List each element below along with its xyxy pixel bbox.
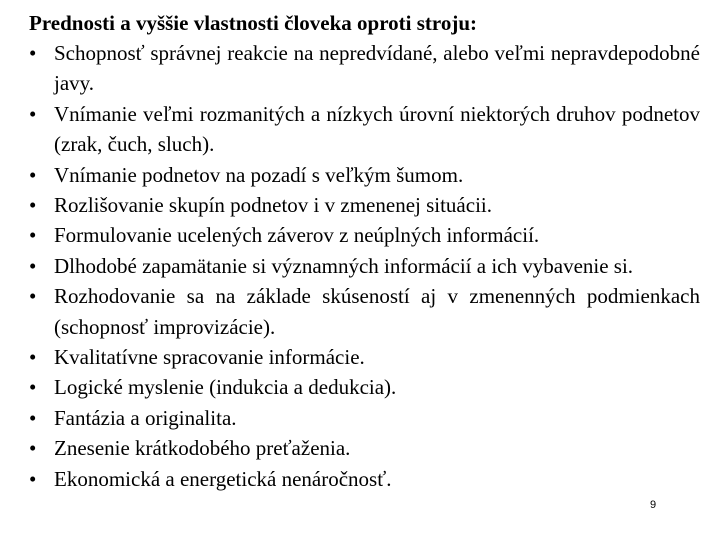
list-item <box>29 433 700 463</box>
list-item-text: Kvalitatívne spracovanie informácie. <box>54 345 365 370</box>
bullet-list <box>29 38 700 494</box>
bullet-icon: • <box>29 253 37 278</box>
list-item-text: Rozhodovanie sa na základe skúseností aj v zmenenných podmienkach (schopnosť improvizácie). <box>54 284 700 339</box>
list-item <box>29 251 700 281</box>
list-item-text: Znesenie krátkodobého preťaženia. <box>54 436 351 461</box>
page-number: 9 <box>650 499 657 511</box>
list-item <box>29 220 700 250</box>
bullet-icon: • <box>29 284 37 309</box>
slide-title: Prednosti a vyššie vlastnosti človeka oproti stroju: <box>29 11 478 35</box>
bullet-icon: • <box>29 41 37 65</box>
list-item <box>29 99 700 160</box>
bullet-icon: • <box>29 466 37 491</box>
list-item-text: Formulovanie ucelených záverov z neúplných informácií. <box>54 223 540 248</box>
list-item-text: Rozlišovanie skupín podnetov i v zmenenej situácii. <box>54 193 492 218</box>
list-item-text: Logické myslenie (indukcia a dedukcia). <box>54 375 397 400</box>
list-item <box>29 403 700 433</box>
bullet-icon: • <box>29 101 37 126</box>
list-item-text: Ekonomická a energetická nenáročnosť. <box>54 466 392 491</box>
list-item <box>29 38 700 99</box>
list-item <box>29 342 700 372</box>
list-item <box>29 372 700 402</box>
list-item <box>29 190 700 220</box>
bullet-icon: • <box>29 223 37 248</box>
list-item <box>29 160 700 190</box>
bullet-icon: • <box>29 436 37 461</box>
bullet-icon: • <box>29 345 37 370</box>
list-item <box>29 281 700 342</box>
list-item-text: Schopnosť správnej reakcie na nepredvídané, alebo veľmi nepravdepodobné javy. <box>54 41 700 96</box>
list-item-text: Fantázia a originalita. <box>54 405 237 430</box>
bullet-icon: • <box>29 162 37 187</box>
bullet-icon: • <box>29 375 37 400</box>
list-item-text: Vnímanie podnetov na pozadí s veľkým šumom. <box>54 162 464 187</box>
list-item <box>29 464 700 494</box>
bullet-icon: • <box>29 193 37 218</box>
list-item-text: Vnímanie veľmi rozmanitých a nízkych úrovní niektorých druhov podnetov (zrak, čuch, sluch). <box>54 101 700 157</box>
list-item-text: Dlhodobé zapamätanie si významných informácií a ich vybavenie si. <box>54 253 634 278</box>
bullet-icon: • <box>29 405 37 430</box>
